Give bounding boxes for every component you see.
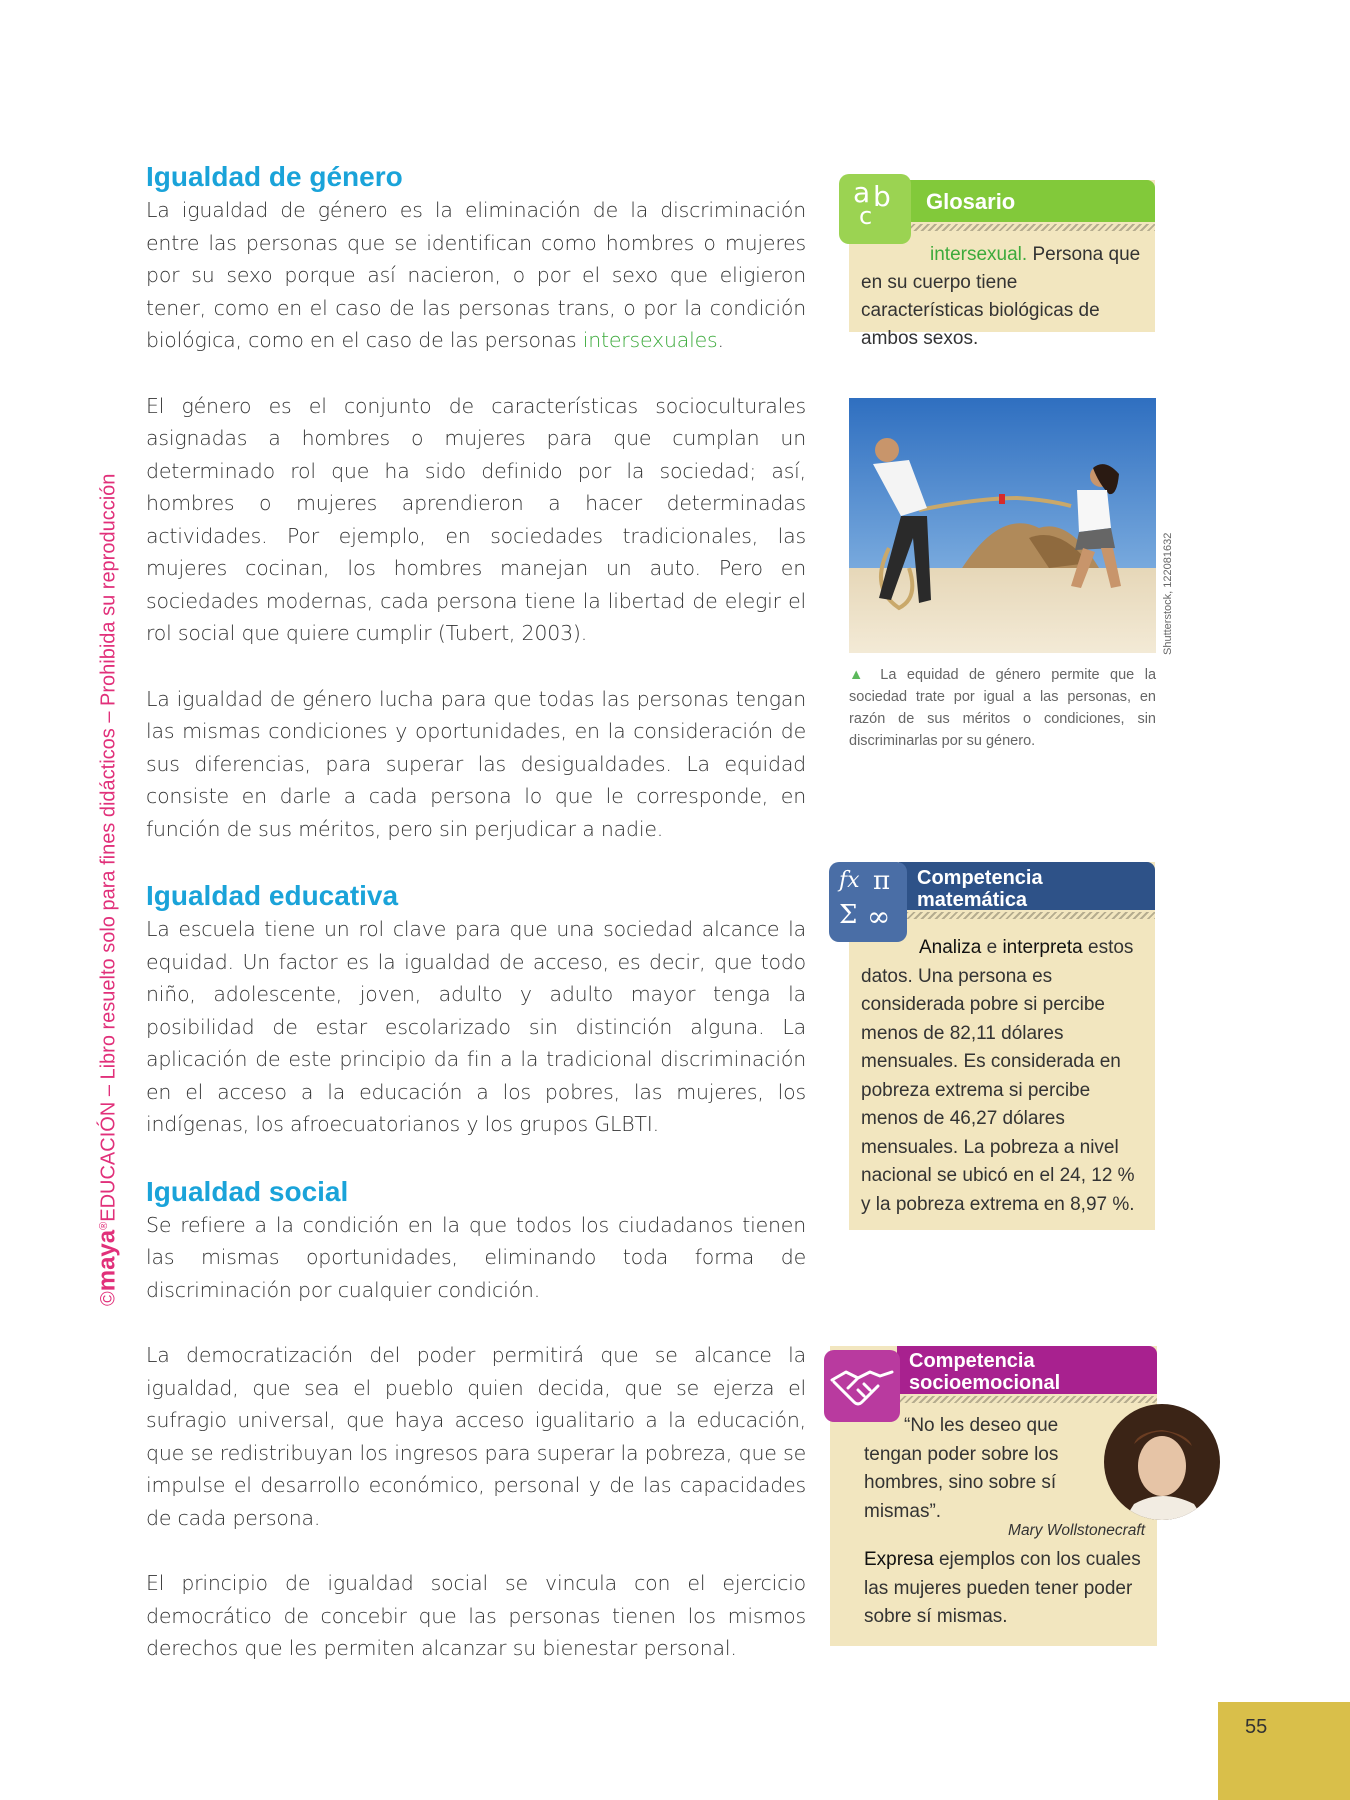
glossary-box [849,176,1155,349]
brand-logo: maya [93,1229,121,1292]
quote-text: “No les deseo que tengan poder sobre los hombres, sino sobre sí mismas”. [864,1415,1059,1522]
paragraph: La igualdad de género es la eliminación de la discriminación entre las personas que se identifican como hombres o mujeres por su sexo porque así nacieron, o por el sexo que eligieron tener, como en el caso de las personas trans, o por la condición biológica, como en el caso de las personas intersexuales. [146,198,806,352]
paragraph: La escuela tiene un rol clave para que una sociedad alcance la equidad. Un factor es la igualdad de acceso, es decir, que todo niño, adolescente, joven, adulto y adulto mayor tenga la posibilidad de estar escolarizado sin distinción alguna. La aplicación de este principio da fin a la tradicional discriminación en el acceso a la educación a los pobres, las mujeres, los indígenas, los afroecuatorianos y los grupos GLBTI. [146,917,806,1136]
photo-credit: Shutterstock, 122081632 [1162,532,1174,655]
page-number: 55 [1245,1716,1268,1738]
portrait-image [1104,1404,1220,1520]
glossary-title: Glosario [899,180,1155,222]
math-box-text: Analiza e interpreta estos datos. Una persona es considerada pobre si percibe menos de 82,11 dólares mensuales. Es considerada en pobreza extrema si percibe menos de 46,27 dólares mensuales. La pobreza a nivel nacional se ubicó en el 24, 12 % y la pobreza extrema en 8,97 %. [861,937,1135,1215]
competencia-socioemocional-box [830,1346,1157,1646]
photo-caption: ▲ La equidad de género permite que la sociedad trate por igual a las personas, en razón de sus méritos o condiciones, sin discriminarlas por su género. [849,667,1157,749]
paragraph: La igualdad de género lucha para que todas las personas tengan las mismas condiciones y oportunidades, en la consideración de sus diferencias, para superar las desigualdades. La equidad consiste en darle a cada persona lo que le corresponde, en función de sus méritos, pero sin perjudicar a nadie. [146,686,806,841]
math-symbols-icon: fx π Σ ∞ [829,862,907,942]
socio-box-title: Competencia socioemocional [897,1346,1157,1394]
page-number-tab [1218,1702,1350,1800]
math-box-title: Competencia matemática [899,862,1155,910]
paragraph: Se refiere a la condición en la que todos los ciudadanos tienen las mismas oportunidades, eliminando toda forma de discriminación por cualquier condición. [146,1212,806,1302]
heading-igualdad-social: Igualdad social [146,1175,349,1207]
quote-author: Mary Wollstonecraft [1008,1522,1145,1539]
heading-igualdad-genero: Igualdad de género [146,161,403,192]
heading-igualdad-educativa: Igualdad educativa [146,880,399,911]
paragraph: El género es el conjunto de características socioculturales asignadas a hombres o mujeres para que cumplan un determinado rol que ha sido definido por la sociedad; así, hombres o mujeres aprendieron a hacer determinadas actividades. Por ejemplo, en sociedades tradicionales, las mujeres cocinan, los hombres manejan un auto. Pero en sociedades modernas, cada persona tiene la libertad de elegir el rol social que quiere cumplir (Tubert, 2003). [146,393,806,645]
glossary-definition: intersexual. Persona que en su cuerpo tiene características biológicas de ambos sexos. [861,244,1141,349]
abc-icon: a b c [839,174,911,244]
paragraph: El principio de igualdad social se vincula con el ejercicio democrático de concebir que las personas tienen los mismos derechos que les permiten alcanzar su bienestar personal. [146,1571,806,1660]
tug-of-war-photo [849,398,1156,653]
paragraph: La democratización del poder permitirá que se alcance la igualdad, que sea el pueblo quien decida, que se ejerza el sufragio universal, que haya acceso igualitario a la educación, que se redistribuyan los ingresos para superar la pobreza, que se impulse el desarrollo económico, personal y de las capacidades de cada persona. [146,1343,806,1530]
competencia-matematica-box [839,862,1155,1230]
glossary-term-link: intersexuales [582,328,718,352]
triangle-marker-icon: ▲ [849,667,870,683]
socio-task-text: Expresa ejemplos con los cuales las mujeres pueden tener poder sobre sí mismas. [864,1549,1141,1627]
vertical-copyright-notice: ©maya®EDUCACIÓN – Libro resuelto solo para fines didácticos – Prohibida su reproducción [93,473,121,1306]
main-text-column [146,160,806,1665]
